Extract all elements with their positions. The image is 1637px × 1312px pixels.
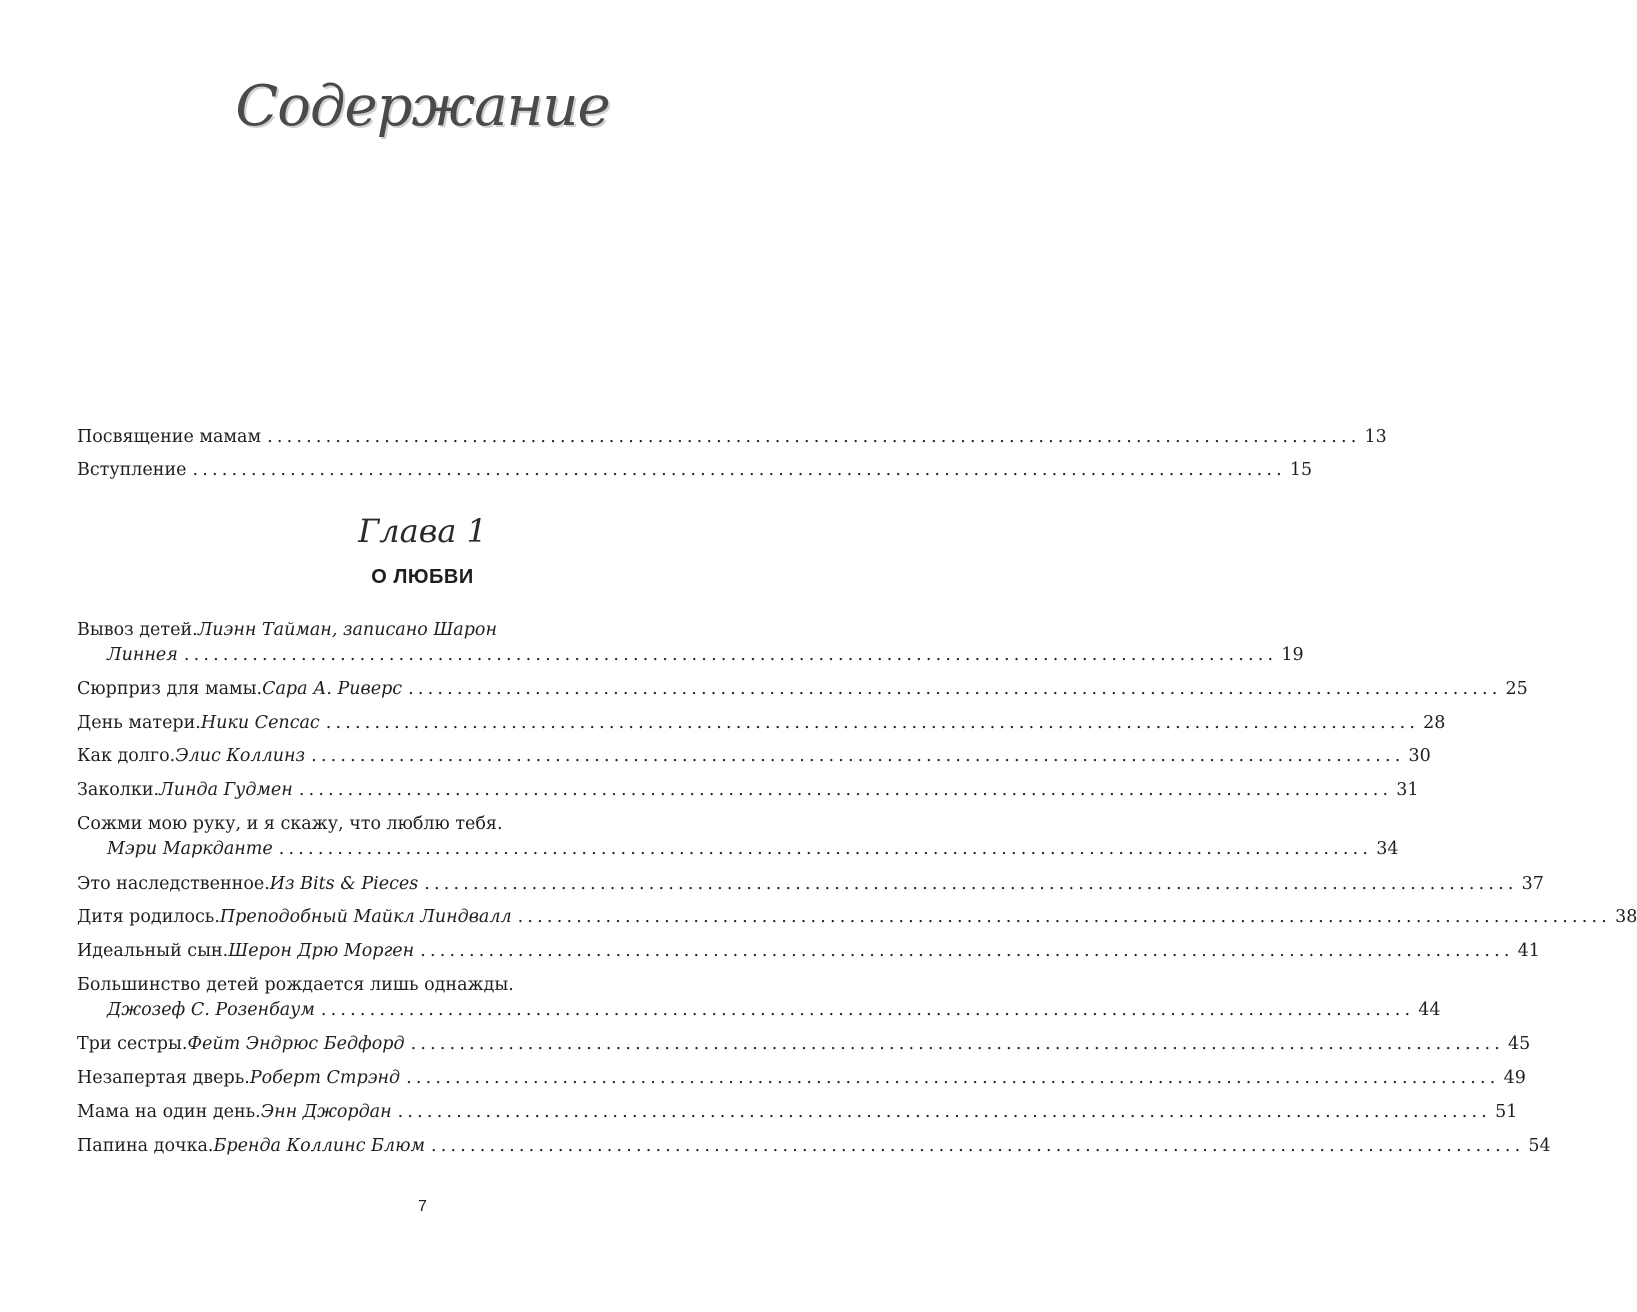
toc-entry[interactable] xyxy=(77,1134,1551,1159)
front-matter-list xyxy=(77,425,1387,483)
page-title: Содержание xyxy=(235,74,610,139)
chapter-entry-list xyxy=(77,618,1637,1159)
entry-author: Джозеф С. Розенбаум xyxy=(107,1000,315,1020)
toc-entry[interactable] xyxy=(77,812,1399,872)
leader-dots: ................................................................................................................ xyxy=(410,1034,1505,1054)
leader-dots: ................................................................................................................ xyxy=(311,746,1405,766)
entry-author: Сара А. Риверс xyxy=(262,679,403,699)
entry-title: Сюрприз для мамы. xyxy=(77,679,263,699)
leader-dots: ................................................................................................................ xyxy=(278,839,1373,859)
page-number: 13 xyxy=(1364,427,1387,447)
leader-dots: ................................................................................................................ xyxy=(298,780,1393,800)
page-number: 44 xyxy=(1418,1000,1441,1020)
entry-title: Идеальный сын. xyxy=(77,941,229,961)
toc-entry[interactable] xyxy=(77,1066,1526,1100)
leader-dots: ................................................................................................................ xyxy=(325,713,1420,733)
toc-entry[interactable] xyxy=(77,1032,1531,1066)
page-number: 54 xyxy=(1528,1136,1551,1156)
page-number: 31 xyxy=(1396,780,1419,800)
entry-author: Энн Джордан xyxy=(260,1102,392,1122)
chapter-heading: Глава 1 xyxy=(358,512,487,550)
page-number: 49 xyxy=(1503,1068,1526,1088)
entry-title: Три сестры. xyxy=(77,1034,188,1054)
toc-entry[interactable] xyxy=(77,939,1540,973)
leader-dots: ................................................................................................................ xyxy=(430,1136,1525,1156)
chapter-subtitle: О ЛЮБВИ xyxy=(371,566,474,588)
entry-title: Как долго. xyxy=(77,746,176,766)
toc-entry[interactable] xyxy=(77,711,1446,744)
entry-author: Линда Гудмен xyxy=(159,780,293,800)
entry-title: Незапертая дверь. xyxy=(77,1068,250,1088)
leader-dots: ................................................................................................................ xyxy=(183,645,1278,665)
entry-title: Посвящение мамам xyxy=(77,427,262,447)
page-number: 38 xyxy=(1615,907,1637,927)
entry-title: Большинство детей рождается лишь однажды. xyxy=(77,975,514,995)
toc-entry[interactable] xyxy=(77,618,1304,677)
entry-author: Из Bits & Pieces xyxy=(269,874,419,894)
entry-author: Шерон Дрю Морген xyxy=(228,941,415,961)
toc-entry[interactable] xyxy=(77,744,1431,778)
entry-author: Лиэнн Тайман, записано Шарон xyxy=(197,620,497,640)
entry-title: Сожми мою руку, и я скажу, что люблю тебя. xyxy=(77,814,503,834)
entry-title: Дитя родилось. xyxy=(77,907,220,927)
page-number: 45 xyxy=(1508,1034,1531,1054)
page-number: 37 xyxy=(1521,874,1544,894)
leader-dots: ................................................................................................................ xyxy=(424,874,1518,894)
leader-dots: ................................................................................................................ xyxy=(397,1102,1492,1122)
leader-dots: ................................................................................................................ xyxy=(517,907,1612,927)
page-number: 41 xyxy=(1517,941,1540,961)
entry-author-continued: Линнея xyxy=(107,645,178,665)
page-number: 19 xyxy=(1281,645,1304,665)
toc-entry[interactable] xyxy=(77,425,1387,458)
entry-title: Мама на один день. xyxy=(77,1102,261,1122)
entry-title: Заколки. xyxy=(77,780,160,800)
toc-entry[interactable] xyxy=(77,973,1441,1032)
leader-dots: ................................................................................................................ xyxy=(320,1000,1415,1020)
page-number: 28 xyxy=(1423,713,1446,733)
page-number: 30 xyxy=(1408,746,1431,766)
entry-title: Вывоз детей. xyxy=(77,620,198,640)
toc-entry[interactable] xyxy=(77,872,1544,905)
toc-entry[interactable] xyxy=(77,1100,1518,1134)
page-number: 25 xyxy=(1505,679,1528,699)
entry-title: Это наследственное. xyxy=(77,874,270,894)
page-folio: 7 xyxy=(418,1198,427,1215)
leader-dots: ................................................................................................................ xyxy=(406,1068,1500,1088)
leader-dots: ................................................................................................................ xyxy=(408,679,1502,699)
entry-author: Мэри Маркданте xyxy=(107,839,273,859)
leader-dots: ................................................................................................................ xyxy=(192,460,1286,480)
leader-dots: ................................................................................................................ xyxy=(267,427,1361,447)
entry-author: Ники Сепсас xyxy=(200,713,320,733)
entry-title: Папина дочка. xyxy=(77,1136,214,1156)
entry-author: Роберт Стрэнд xyxy=(249,1068,401,1088)
entry-author: Преподобный Майкл Линдвалл xyxy=(219,907,512,927)
toc-entry[interactable] xyxy=(77,905,1637,939)
entry-author: Элис Коллинз xyxy=(175,746,306,766)
toc-entry[interactable] xyxy=(77,778,1419,812)
leader-dots: ................................................................................................................ xyxy=(420,941,1514,961)
page-number: 51 xyxy=(1495,1102,1518,1122)
toc-entry[interactable] xyxy=(77,458,1313,483)
entry-author: Бренда Коллинс Блюм xyxy=(213,1136,425,1156)
entry-title: День матери. xyxy=(77,713,201,733)
page-number: 15 xyxy=(1289,460,1313,480)
toc-entry[interactable] xyxy=(77,677,1528,711)
page-number: 34 xyxy=(1376,839,1399,859)
entry-author: Фейт Эндрюс Бедфорд xyxy=(187,1034,405,1054)
entry-title: Вступление xyxy=(77,460,187,480)
